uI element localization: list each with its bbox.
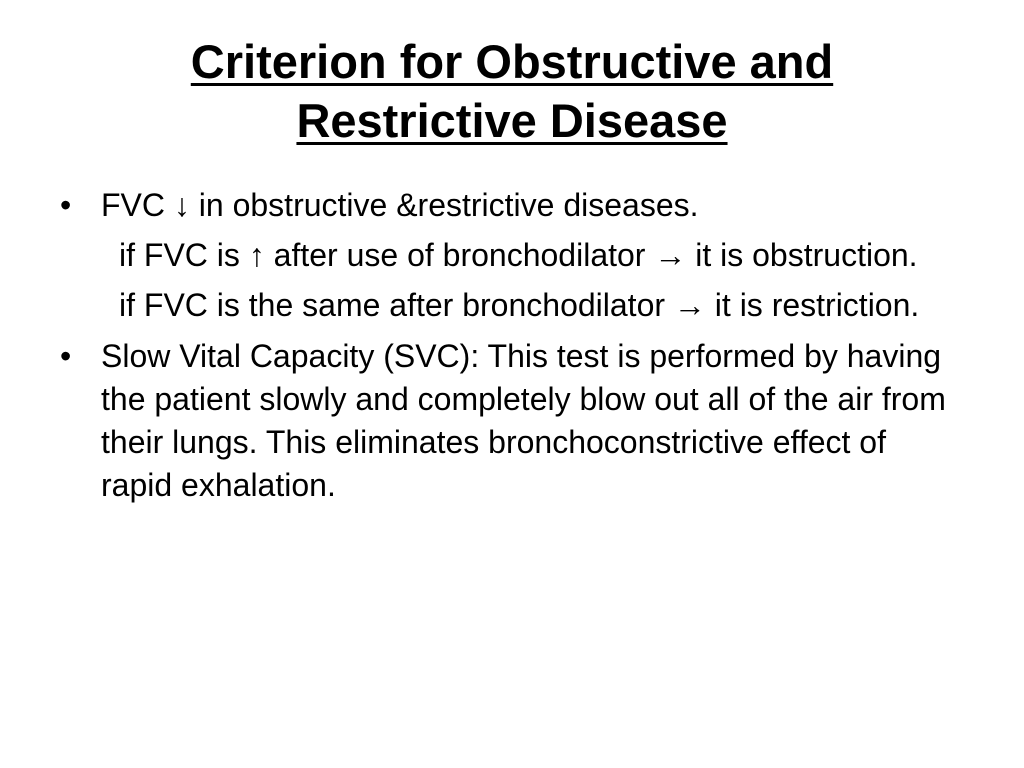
bullet-text-fvc: FVC ↓ in obstructive &restrictive diseases. <box>101 187 699 223</box>
slide-title <box>60 32 964 150</box>
bullet-dot-icon: • <box>60 187 72 223</box>
bullet-text-svc: Slow Vital Capacity (SVC): This test is performed by having the patient slowly and completely blow out all of the air from their lungs. This eliminates bronchoconstrictive effect of rapid exhalation. <box>101 338 946 503</box>
sub-item-restriction <box>60 284 960 327</box>
bullet-item-fvc <box>60 184 960 227</box>
sub-item-obstruction <box>60 234 960 277</box>
slide-title-line-1: Criterion for Obstructive and <box>190 35 834 88</box>
sub-text-restriction: if FVC is the same after bronchodilator → it is restriction. <box>119 287 920 323</box>
slide-body <box>60 184 960 507</box>
sub-text-obstruction: if FVC is ↑ after use of bronchodilator → it is obstruction. <box>119 237 918 273</box>
slide-title-line-2: Restrictive Disease <box>296 94 728 147</box>
bullet-item-svc <box>60 335 960 507</box>
bullet-dot-icon: • <box>60 338 72 374</box>
